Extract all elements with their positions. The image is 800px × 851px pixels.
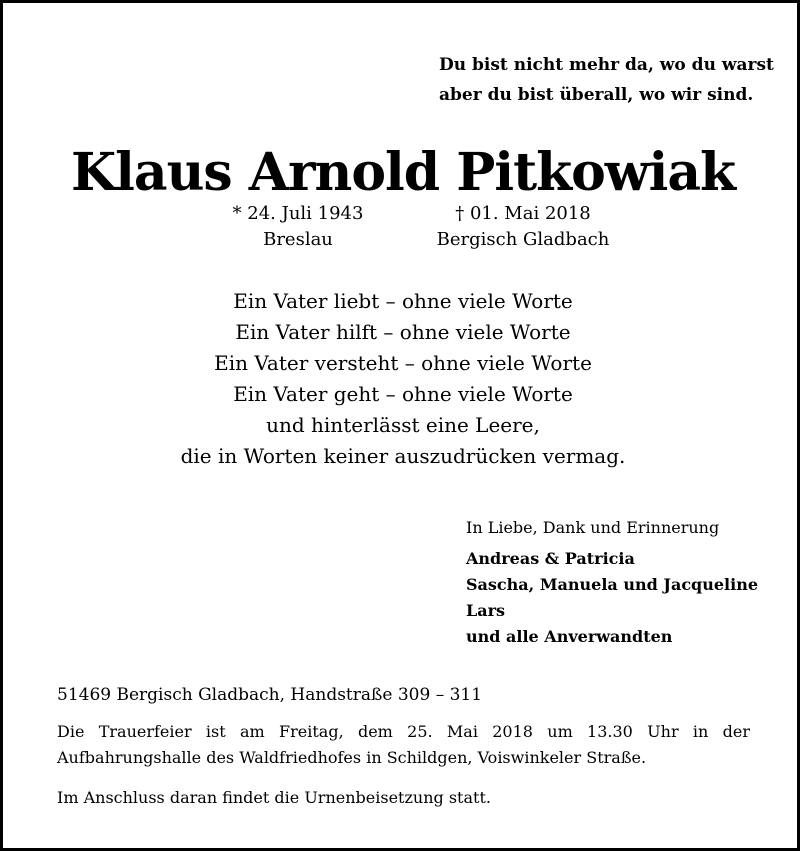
motto-line: aber du bist überall, wo wir sind. xyxy=(439,85,754,105)
mourner-name: Andreas & Patricia xyxy=(466,549,635,568)
poem-line: Ein Vater liebt – ohne viele Worte xyxy=(233,289,573,313)
birth-date: * 24. Juli 1943 xyxy=(232,203,364,224)
funeral-ceremony-info: Die Trauerfeier ist am Freitag, dem 25. Mai 2018 um 13.30 Uhr in der Aufbahrungshalle des Waldfriedhofes in Schildgen, Voiswinkeler Straße. xyxy=(57,722,750,767)
poem-line: Ein Vater hilft – ohne viele Worte xyxy=(235,320,571,344)
poem-line: und hinterlässt eine Leere, xyxy=(266,413,540,437)
motto-quote xyxy=(439,50,774,110)
death-place: Bergisch Gladbach xyxy=(436,229,610,250)
poem-line: die in Worten keiner auszudrücken vermag. xyxy=(180,444,626,468)
mourners-list xyxy=(466,546,758,650)
birth-info xyxy=(213,201,383,253)
poem-line: Ein Vater versteht – ohne viele Worte xyxy=(214,351,592,375)
birth-place: Breslau xyxy=(263,229,333,250)
family-address: 51469 Bergisch Gladbach, Handstraße 309 – 311 xyxy=(57,685,483,705)
mourners-intro: In Liebe, Dank und Erinnerung xyxy=(466,518,720,537)
deceased-name: Klaus Arnold Pitkowiak xyxy=(70,142,736,203)
mourner-name: Sascha, Manuela und Jacqueline xyxy=(466,575,759,594)
death-date: † 01. Mai 2018 xyxy=(455,203,591,224)
mourner-name: und alle Anverwandten xyxy=(466,627,673,646)
death-info xyxy=(423,201,623,253)
mourners-signature xyxy=(466,514,758,650)
urn-burial-info: Im Anschluss daran findet die Urnenbeisetzung statt. xyxy=(57,788,491,807)
poem-line: Ein Vater geht – ohne viele Worte xyxy=(233,382,573,406)
mourner-name: Lars xyxy=(466,601,506,620)
motto-line: Du bist nicht mehr da, wo du warst xyxy=(439,55,774,75)
poem xyxy=(3,286,800,472)
